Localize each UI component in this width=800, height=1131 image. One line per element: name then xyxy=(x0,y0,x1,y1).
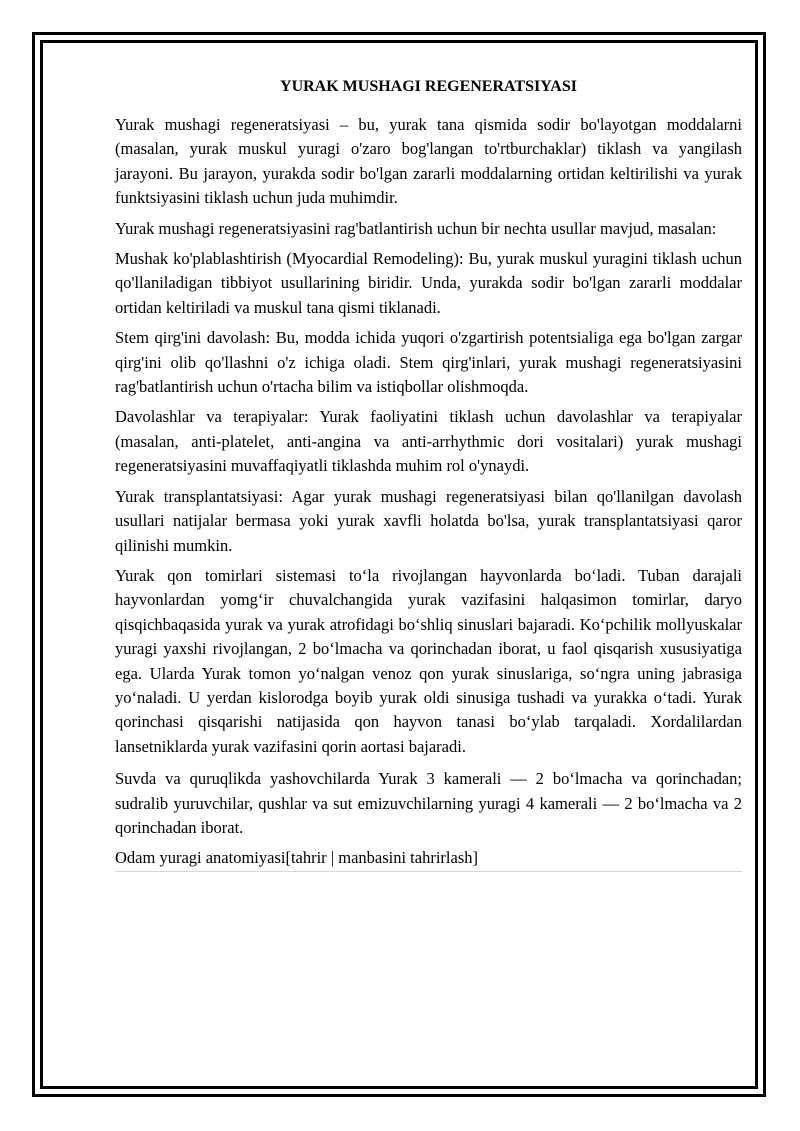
paragraph-heart-chambers: Suvda va quruqlikda yashovchilarda Yurak 3 kamerali — 2 boʻlmacha va qorinchadan; sudralib yuruvchilar, qushlar va sut emizuvchilarning yuragi 4 kamerali — 2 boʻlmacha va 2 qorinchadan iborat. xyxy=(115,769,742,837)
paragraph-stem-cell-therapy: Stem qirg'ini davolash: Bu, modda ichida yuqori o'zgartirish potentsialiga ega bo'lgan zargar qirg'ini olib qo'llashni o'z ichiga oladi. Stem qirg'inlari, yurak mushagi regeneratsiyasini rag'batlantirish uchun o'rtacha bilim va istiqbollar olishmoqda. xyxy=(115,328,742,397)
paragraph-transplantation: Yurak transplantatsiyasi: Agar yurak mushagi regeneratsiyasi bilan qo'llanilgan davolash usullari natijalar bermasa yoki yurak xavfli holatda bo'lsa, yurak transplantatsiyasi qaror qilinishi mumkin. xyxy=(115,486,742,555)
anatomy-section-heading: Odam yuragi anatomiyasi[tahrir | manbasini tahrirlash] xyxy=(115,846,742,872)
document-body xyxy=(115,76,742,872)
paragraph-circulatory-system: Yurak qon tomirlari sistemasi toʻla rivojlangan hayvonlarda boʻladi. Tuban darajali hayvonlardan yomgʻir chuvalchangida yurak vazifasini halqasimon tomirlar, daryo qisqichbaqasida yurak va yurak atrofidagi boʻshliq sinuslari bajaradi. Koʻpchilik mollyuskalar yuragi yaxshi rivojlangan, 2 boʻlmacha va qorinchadan iborat, u faol qisqarish xususiyatiga ega. Ularda Yurak tomon yoʻnalgan venoz qon yurak sinuslariga, soʻngra uning jabrasiga yoʻnaladi. U yerdan kislorodga boyib yurak oldi sinusiga tushadi va yurakka oʻtadi. Yurak qorinchasi qisqarishi natijasida qon hayvon tanasi boʻylab tarqaladi. Xordalilardan lansetniklarda yurak vazifasini qorin aortasi bajaradi. xyxy=(115,565,742,756)
paragraph-myocardial-remodeling: Mushak ko'plablashtirish (Myocardial Remodeling): Bu, yurak muskul yuragini tiklash uchun qo'llaniladigan tibbiyot usullarining biridir. Unda, yurakda sodir bo'lgan zararli moddalar ortidan keltiriladi va muskul tana qismi tiklanadi. xyxy=(115,249,742,317)
paragraph-treatments: Davolashlar va terapiyalar: Yurak faoliyatini tiklash uchun davolashlar va terapiyalar (masalan, anti-platelet, anti-angina va anti-arrhythmic dori vositalari) yurak mushagi regeneratsiyasini muvaffaqiyatli tiklashda muhim rol o'ynaydi. xyxy=(115,407,742,476)
paragraph-methods-intro: Yurak mushagi regeneratsiyasini rag'batlantirish uchun bir nechta usullar mavjud, masalan: xyxy=(115,218,717,238)
paragraph-definition: Yurak mushagi regeneratsiyasi – bu, yurak tana qismida sodir bo'layotgan moddalarni (masalan, yurak muskul yuragi o'zaro bog'langan to'rtburchaklar) tiklash va yangilash jarayoni. Bu jarayon, yurakda sodir bo'lgan zararli moddalarning ortidan keltirilishi va yurak funktsiyasini tiklash uchun juda muhimdir. xyxy=(115,115,742,208)
document-title: YURAK MUSHAGI REGENERATSIYASI xyxy=(280,78,577,95)
